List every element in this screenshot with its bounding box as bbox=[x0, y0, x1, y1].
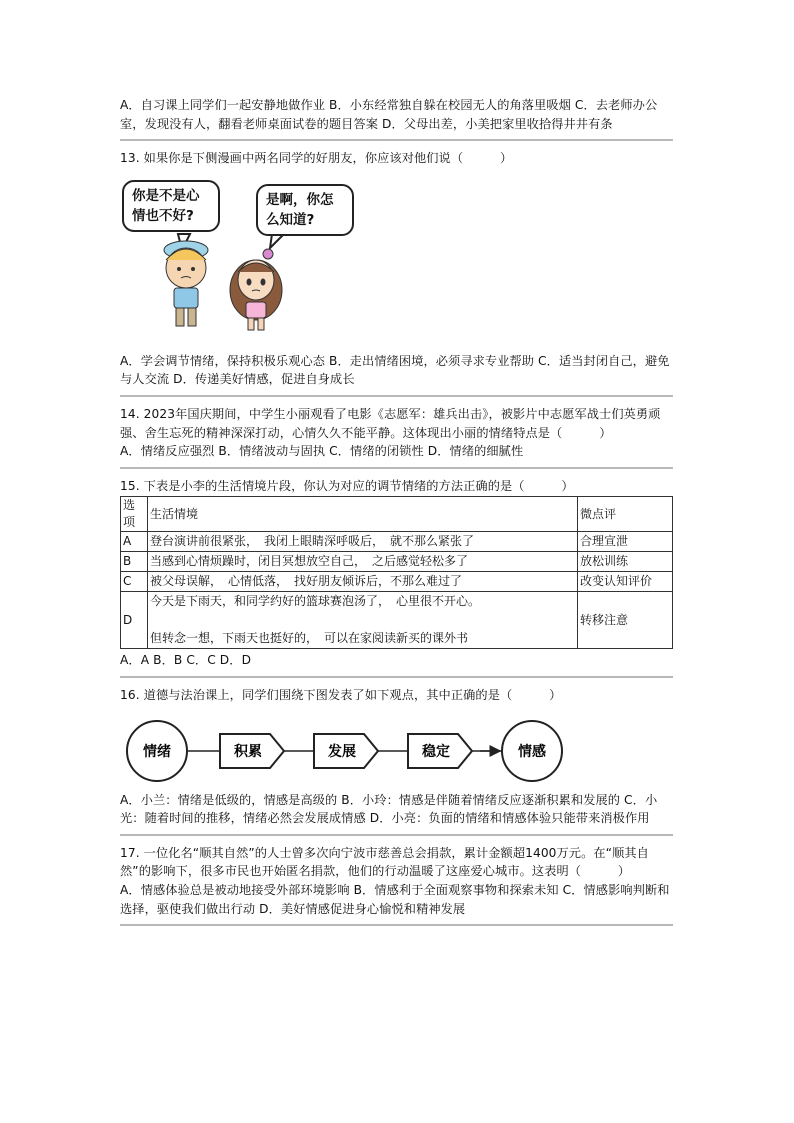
table-row bbox=[121, 552, 673, 572]
speech-bubble-girl: 是啊，你怎么知道? bbox=[256, 184, 354, 236]
q15-stem: 15. 下表是小李的生活情境片段，你认为对应的调节情绪的方法正确的是（ ） bbox=[120, 478, 574, 493]
girl-figure bbox=[230, 249, 282, 330]
flow-svg bbox=[120, 711, 673, 791]
comic-illustration bbox=[120, 174, 673, 352]
header-comment: 微点评 bbox=[578, 497, 673, 532]
flow-label: 情感 bbox=[518, 743, 546, 760]
row-scene: 当感到心情烦躁时，闭目冥想放空自己， 之后感觉轻松多了 bbox=[148, 552, 578, 572]
row-option: B bbox=[121, 552, 148, 572]
q17-options: A．情感体验总是被动地接受外部环境影响 B．情感利于全面观察事物和探索未知 C．情感影响判断和选择，驱使我们做出行动 D．美好情感促进身心愉悦和精神发展 bbox=[120, 882, 670, 916]
divider bbox=[120, 834, 673, 836]
speech-bubble-boy: 你是不是心情也不好? bbox=[122, 180, 220, 232]
flow-diagram bbox=[120, 711, 673, 791]
worksheet-page bbox=[120, 96, 673, 934]
q17-stem: 17. 一位化名“顺其自然”的人士曾多次向宁波市慈善总会捐款，累计金额超1400万元。在“顺其自然”的影响下，很多市民也开始匿名捐款，他们的行动温暖了这座爱心城市。这表明（ ） bbox=[120, 845, 649, 879]
q14-stem: 14. 2023年国庆期间，中学生小丽观看了电影《志愿军：雄兵出击》，被影片中志愿军战士们英勇顽强、舍生忘死的精神深深打动，心情久久不能平静。这体现出小丽的情绪特点是（ ） bbox=[120, 406, 661, 440]
row-scene-line2: 但转念一想，下雨天也挺好的， 可以在家阅读新买的课外书 bbox=[150, 631, 469, 646]
q16-stem: 16. 道德与法治课上，同学们围绕下图发表了如下观点，其中正确的是（ ） bbox=[120, 687, 562, 702]
row-option: D bbox=[121, 592, 148, 649]
row-scene: 被父母误解， 心情低落， 找好朋友倾诉后，不那么难过了 bbox=[148, 572, 578, 592]
row-scene bbox=[148, 592, 578, 649]
row-option: A bbox=[121, 532, 148, 552]
divider bbox=[120, 676, 673, 678]
row-comment: 转移注意 bbox=[578, 592, 673, 649]
header-option: 选项 bbox=[121, 497, 148, 532]
boy-figure bbox=[164, 241, 208, 326]
situation-table bbox=[120, 496, 673, 649]
row-comment: 改变认知评价 bbox=[578, 572, 673, 592]
row-scene: 登台演讲前很紧张， 我闭上眼睛深呼吸后， 就不那么紧张了 bbox=[148, 532, 578, 552]
divider bbox=[120, 139, 673, 141]
table-row bbox=[121, 592, 673, 649]
table-row bbox=[121, 532, 673, 552]
q15-options: A．A B．B C．C D．D bbox=[120, 653, 252, 668]
row-comment: 放松训练 bbox=[578, 552, 673, 572]
flow-label: 积累 bbox=[234, 743, 262, 760]
row-scene-line1: 今天是下雨天，和同学约好的篮球赛泡汤了， 心里很不开心。 bbox=[150, 594, 481, 609]
q14-options: A．情绪反应强烈 B．情绪波动与固执 C．情绪的闭锁性 D．情绪的细腻性 bbox=[120, 444, 524, 459]
flow-label: 稳定 bbox=[422, 743, 450, 760]
divider bbox=[120, 924, 673, 926]
q13-options: A．学会调节情绪，保持积极乐观心态 B．走出情绪困境，必须寻求专业帮助 C．适当封闭自己，避免与人交流 D．传递美好情感，促进自身成长 bbox=[120, 353, 670, 387]
table-header-row bbox=[121, 497, 673, 532]
header-scene: 生活情境 bbox=[148, 497, 578, 532]
flow-label: 情绪 bbox=[143, 743, 171, 760]
q16-options: A．小兰：情绪是低级的，情感是高级的 B．小玲：情感是伴随着情绪反应逐渐积累和发展的 C．小光：随着时间的推移，情绪必然会发展成情感 D．小亮：负面的情绪和情感体验只能带来消极作用 bbox=[120, 792, 658, 826]
flow-label: 发展 bbox=[328, 743, 356, 760]
row-comment: 合理宣泄 bbox=[578, 532, 673, 552]
table-row bbox=[121, 572, 673, 592]
row-option: C bbox=[121, 572, 148, 592]
q12-options: A．自习课上同学们一起安静地做作业 B．小东经常独自躲在校园无人的角落里吸烟 C．去老师办公室，发现没有人，翻看老师桌面试卷的题目答案 D．父母出差，小美把家里收拾得井井有条 bbox=[120, 98, 658, 131]
q13-stem: 13. 如果你是下侧漫画中两名同学的好朋友，你应该对他们说（ ） bbox=[120, 151, 513, 166]
divider bbox=[120, 467, 673, 469]
divider bbox=[120, 395, 673, 397]
